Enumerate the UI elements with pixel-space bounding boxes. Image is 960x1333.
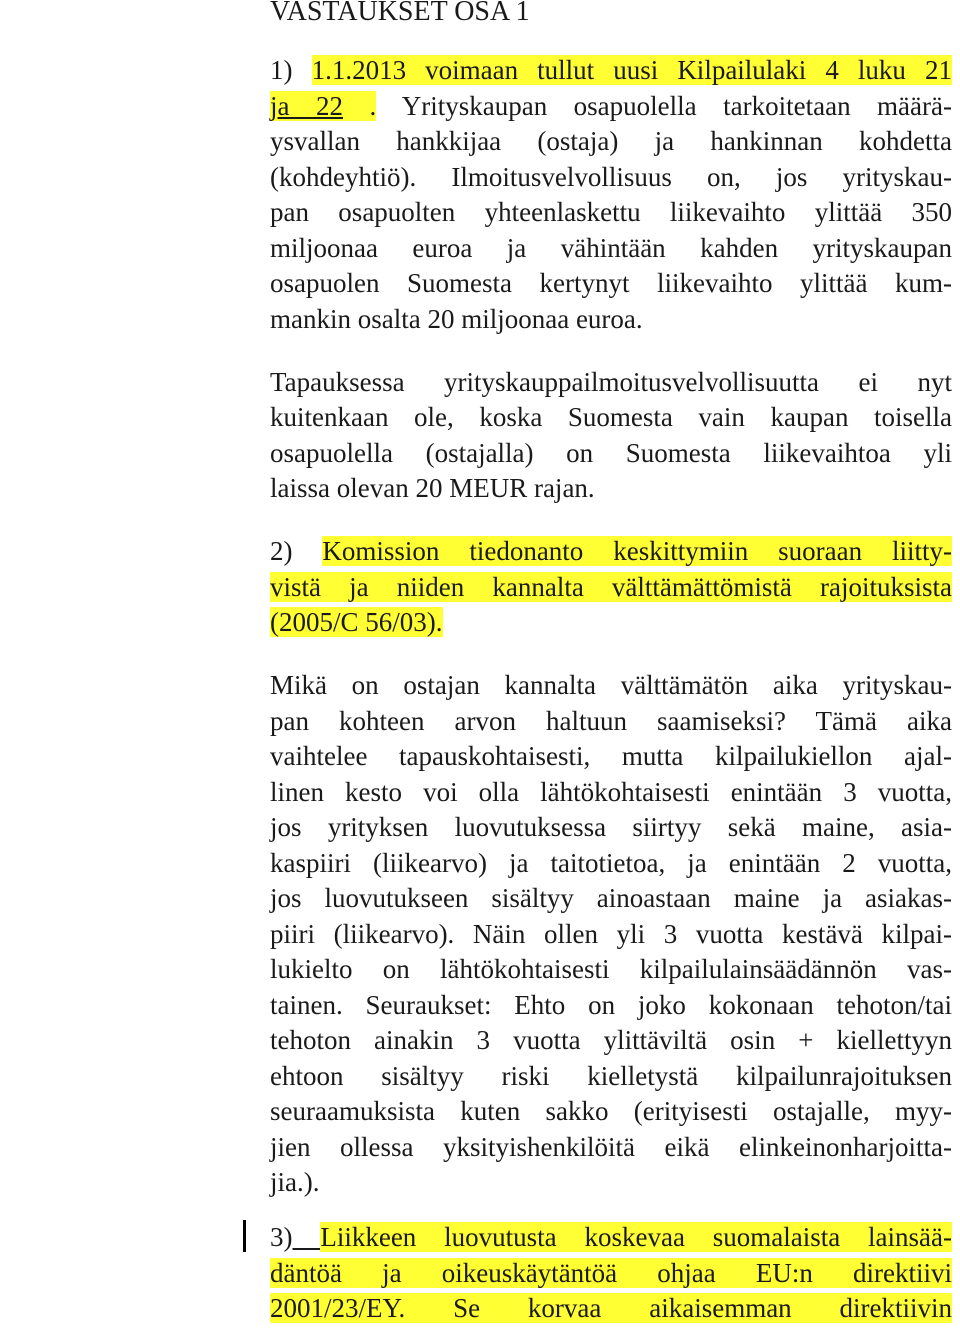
answer1-line6: miljoonaa euroa ja vähintään kahden yrityskaupan xyxy=(270,233,952,263)
answer1-line7: osapuolen Suomesta kertynyt liikevaihto ylittää kum- xyxy=(270,268,952,298)
para4-line4: linen kesto voi olla lähtökohtaisesti enintään 3 vuotta, xyxy=(270,777,952,807)
highlighted-text: (2005/C 56/03). xyxy=(270,607,443,637)
answer1-number: 1) xyxy=(270,55,312,85)
answer2-line3 xyxy=(270,605,952,641)
para4-line5: jos yrityksen luovutuksessa siirtyy sekä maine, asia- xyxy=(270,812,952,842)
text-span: Yrityskaupan osapuolella tarkoitetaan määrä- xyxy=(376,91,952,121)
para4-line12: ehtoon sisältyy riski kielletystä kilpailunrajoituksen xyxy=(270,1061,952,1091)
para2-line2: kuitenkaan ole, koska Suomesta vain kaupan toisella xyxy=(270,402,952,432)
highlighted-text: 2001/23/EY. Se korvaa aikaisemman direktiivin xyxy=(270,1293,952,1323)
para4-line10: tainen. Seuraukset: Ehto on joko kokonaan tehoton/tai xyxy=(270,990,952,1020)
highlighted-text: . xyxy=(342,91,377,121)
answer1-line5: pan osapuolten yhteenlaskettu liikevaihto ylittää 350 xyxy=(270,197,952,227)
highlighted-text: Komission tiedonanto keskittymiin suoraan liitty- xyxy=(322,536,952,566)
para4-line9: lukielto on lähtökohtaisesti kilpailulainsäädännön vas- xyxy=(270,954,952,984)
document-title: VASTAUKSET OSA 1 xyxy=(270,0,530,27)
para4-line6: kaspiiri (liikearvo) ja taitotietoa, ja enintään 2 vuotta, xyxy=(270,848,952,878)
para2-line4: laissa olevan 20 MEUR rajan. xyxy=(270,473,595,503)
answer1-line2 xyxy=(270,89,952,125)
change-bar xyxy=(243,1220,246,1252)
answer2-line1 xyxy=(270,534,952,570)
answer3-number: 3) xyxy=(270,1222,293,1252)
underline-space xyxy=(293,1222,321,1252)
para2-line1: Tapauksessa yrityskauppailmoitusvelvollisuutta ei nyt xyxy=(270,367,952,397)
highlighted-text: vistä ja niiden kannalta välttämättömistä rajoituksista xyxy=(270,572,952,602)
para2-line3: osapuolella (ostajalla) on Suomesta liikevaihtoa yli xyxy=(270,438,952,468)
answer1-line3: ysvallan hankkijaa (ostaja) ja hankinnan kohdetta xyxy=(270,126,952,156)
highlighted-text: ja 22 xyxy=(270,91,343,121)
para4-line7: jos luovutukseen sisältyy ainoastaan maine ja asiakas- xyxy=(270,883,952,913)
para4-line15: jia.). xyxy=(270,1167,320,1197)
para4-line2: pan kohteen arvon haltuun saamiseksi? Tämä aika xyxy=(270,706,952,736)
answer2-line2 xyxy=(270,570,952,606)
highlighted-text: däntöä ja oikeuskäytäntöä ohjaa EU:n direktiivi xyxy=(270,1258,952,1288)
answer2-number: 2) xyxy=(270,536,323,566)
answer3-line3 xyxy=(270,1291,952,1327)
answer3-line2 xyxy=(270,1256,952,1292)
answer1-line8: mankin osalta 20 miljoonaa euroa. xyxy=(270,304,643,334)
highlighted-text: 1.1.2013 voimaan tullut uusi Kilpailulaki 4 luku 21 xyxy=(311,55,952,85)
answer1-line4: (kohdeyhtiö). Ilmoitusvelvollisuus on, jos yrityskau- xyxy=(270,162,952,192)
para4-line3: vaihtelee tapauskohtaisesti, mutta kilpailukiellon ajal- xyxy=(270,741,952,771)
answer3-line1 xyxy=(270,1220,952,1256)
para4-line8: piiri (liikearvo). Näin ollen yli 3 vuotta kestävä kilpai- xyxy=(270,919,952,949)
para4-line13: seuraamuksista kuten sakko (erityisesti ostajalle, myy- xyxy=(270,1096,952,1126)
para4-line1: Mikä on ostajan kannalta välttämätön aika yrityskau- xyxy=(270,670,952,700)
para4-line11: tehoton ainakin 3 vuotta ylittäviltä osin + kiellettyyn xyxy=(270,1025,952,1055)
para4-line14: jien ollessa yksityishenkilöitä eikä elinkeinonharjoitta- xyxy=(270,1132,952,1162)
answer1-line1 xyxy=(270,53,952,89)
highlighted-text: Liikkeen luovutusta koskevaa suomalaista lainsää- xyxy=(320,1222,953,1252)
